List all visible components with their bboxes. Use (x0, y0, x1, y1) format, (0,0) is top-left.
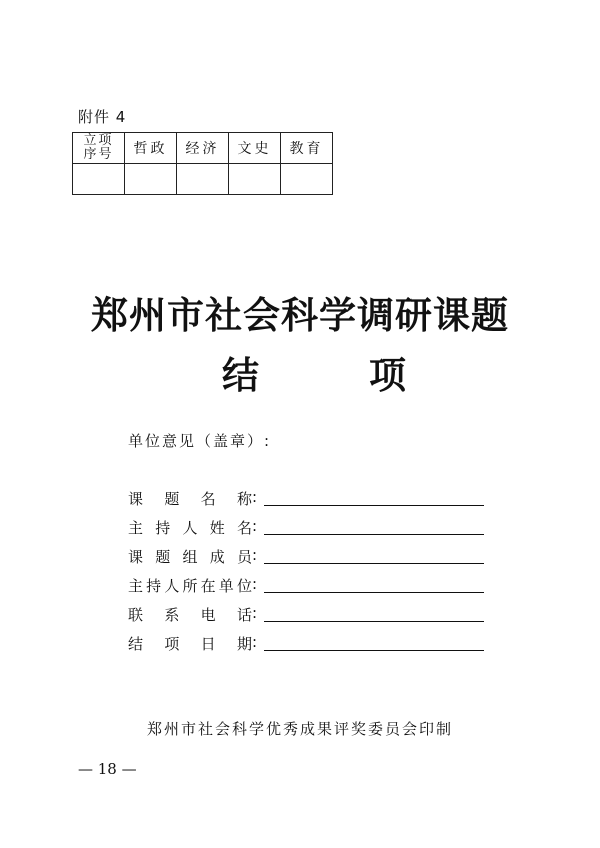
field-label-char: 结 (128, 635, 144, 653)
field-label-char: 所 (182, 577, 198, 595)
field-label-char: 名 (236, 519, 252, 537)
cell-philosophy-politics[interactable] (125, 164, 177, 195)
document-title: 郑州市社会科学调研课题 (91, 293, 509, 337)
field-label-char: 在 (200, 577, 216, 595)
field-label-char: 电 (200, 606, 216, 624)
field-label-char: 称 (236, 490, 252, 508)
issuer-footer: 郑州市社会科学优秀成果评奖委员会印制 (146, 720, 453, 738)
field-label-char: 联 (128, 606, 144, 624)
field-label-char: 课 (128, 490, 144, 508)
field-label-char: 员 (236, 548, 252, 566)
field-colon: : (252, 604, 258, 622)
field-input-line[interactable] (264, 650, 484, 651)
field-label-char: 日 (200, 635, 216, 653)
field-label-char: 组 (182, 548, 198, 566)
field-colon: : (252, 546, 258, 564)
field-label-char: 姓 (209, 519, 225, 537)
field-input-line[interactable] (264, 563, 484, 564)
field-label (128, 517, 252, 538)
header-serial-line2: 序号 (83, 147, 114, 162)
field-label-char: 成 (209, 548, 225, 566)
field-colon: : (252, 633, 258, 651)
subtitle-char-2: 项 (369, 353, 406, 397)
document-subtitle (222, 345, 406, 399)
header-serial-line1: 立项 (83, 133, 114, 148)
header-literature-history: 文史 (229, 133, 281, 164)
field-label-char: 人 (182, 519, 198, 537)
field-label-char: 人 (164, 577, 180, 595)
field-label-char: 主 (128, 577, 144, 595)
attachment-label: 附件 4 (78, 108, 127, 126)
table-input-row (73, 164, 333, 195)
cell-literature-history[interactable] (229, 164, 281, 195)
header-philosophy-politics: 哲政 (125, 133, 177, 164)
field-label-char: 项 (164, 635, 180, 653)
field-label-char: 名 (200, 490, 216, 508)
cell-serial-number[interactable] (73, 164, 125, 195)
field-label-char: 主 (128, 519, 144, 537)
field-label-char: 持 (146, 577, 162, 595)
field-input-line[interactable] (264, 505, 484, 506)
field-label (128, 604, 252, 625)
field-label-char: 位 (236, 577, 252, 595)
cell-economics[interactable] (177, 164, 229, 195)
table-header-row (73, 133, 333, 164)
category-table (72, 132, 333, 195)
unit-opinion-stamp: 单位意见（盖章）: (128, 432, 272, 450)
field-input-line[interactable] (264, 621, 484, 622)
subtitle-char-1: 结 (222, 353, 259, 397)
field-label (128, 575, 252, 596)
field-label-char: 期 (236, 635, 252, 653)
field-input-line[interactable] (264, 592, 484, 593)
field-label-char: 系 (164, 606, 180, 624)
field-label (128, 488, 252, 509)
field-label-char: 话 (236, 606, 252, 624)
field-label (128, 546, 252, 567)
field-colon: : (252, 488, 258, 506)
field-colon: : (252, 517, 258, 535)
header-economics: 经济 (177, 133, 229, 164)
header-serial-number (73, 133, 125, 164)
field-colon: : (252, 575, 258, 593)
field-input-line[interactable] (264, 534, 484, 535)
header-education: 教育 (281, 133, 333, 164)
field-label-char: 题 (155, 548, 171, 566)
field-label-char: 持 (155, 519, 171, 537)
page-number: — 18 — (78, 760, 137, 778)
field-label (128, 633, 252, 654)
cell-education[interactable] (281, 164, 333, 195)
field-label-char: 单 (218, 577, 234, 595)
field-label-char: 课 (128, 548, 144, 566)
field-label-char: 题 (164, 490, 180, 508)
